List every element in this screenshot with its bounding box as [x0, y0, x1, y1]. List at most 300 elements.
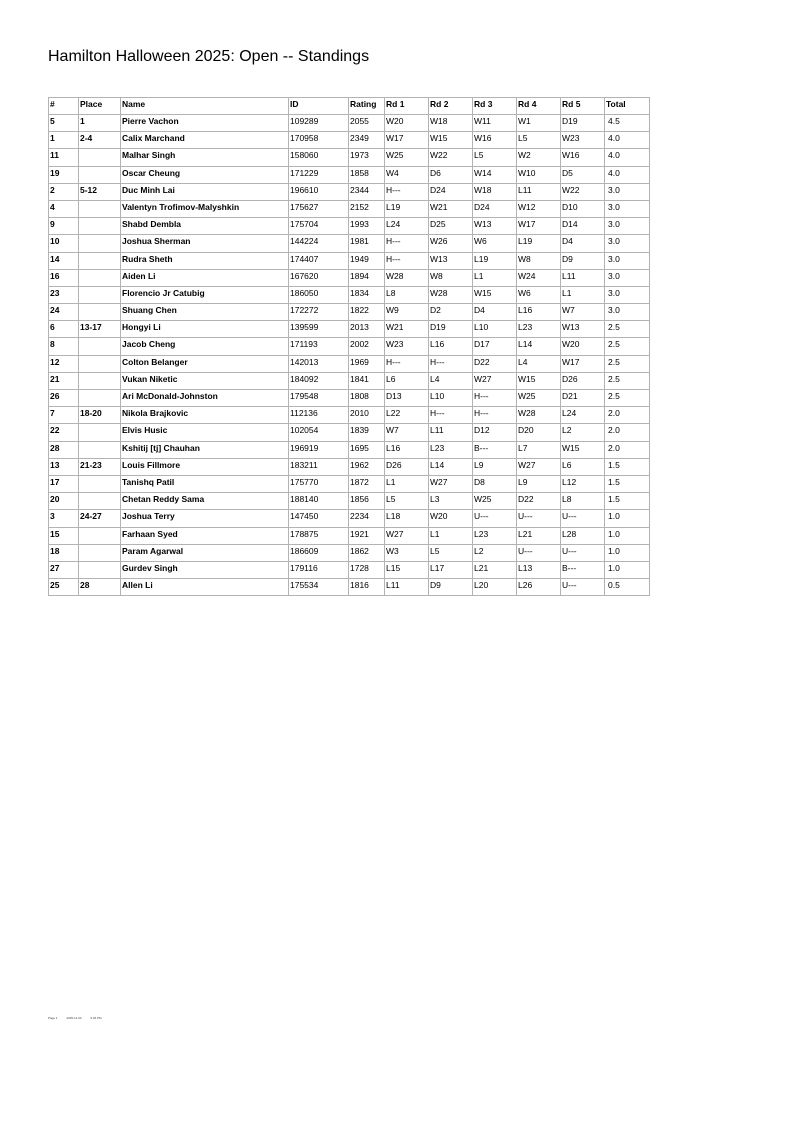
cell-place: 5-12 [79, 183, 121, 200]
cell-total: 3.0 [605, 286, 650, 303]
cell-name: Tanishq Patil [121, 475, 289, 492]
cell-name: Louis Fillmore [121, 458, 289, 475]
cell-number: 28 [49, 441, 79, 458]
cell-rd2: L14 [429, 458, 473, 475]
cell-rd5: D10 [561, 200, 605, 217]
cell-rd1: L18 [385, 510, 429, 527]
column-header-rating: Rating [349, 98, 385, 115]
cell-rd1: W3 [385, 544, 429, 561]
cell-id: 175704 [289, 218, 349, 235]
cell-rd1: W4 [385, 166, 429, 183]
table-row [49, 579, 650, 596]
cell-id: 175627 [289, 200, 349, 217]
cell-rating: 1962 [349, 458, 385, 475]
cell-place [79, 493, 121, 510]
cell-id: 158060 [289, 149, 349, 166]
cell-rd4: U--- [517, 510, 561, 527]
cell-rd5: D4 [561, 235, 605, 252]
cell-number: 13 [49, 458, 79, 475]
cell-total: 3.0 [605, 183, 650, 200]
cell-rd3: L19 [473, 252, 517, 269]
cell-place [79, 355, 121, 372]
cell-place: 13-17 [79, 321, 121, 338]
cell-place [79, 286, 121, 303]
cell-place [79, 424, 121, 441]
cell-number: 21 [49, 372, 79, 389]
cell-rd5: L11 [561, 269, 605, 286]
cell-id: 171229 [289, 166, 349, 183]
cell-rd2: L5 [429, 544, 473, 561]
cell-rd1: W27 [385, 527, 429, 544]
cell-id: 178875 [289, 527, 349, 544]
cell-rd1: W25 [385, 149, 429, 166]
cell-rd3: W15 [473, 286, 517, 303]
table-row [49, 166, 650, 183]
cell-rd3: H--- [473, 407, 517, 424]
column-header-name: Name [121, 98, 289, 115]
cell-rd4: L26 [517, 579, 561, 596]
cell-rating: 2002 [349, 338, 385, 355]
cell-rd4: L5 [517, 132, 561, 149]
cell-id: 175770 [289, 475, 349, 492]
cell-name: Nikola Brajkovic [121, 407, 289, 424]
cell-name: Hongyi Li [121, 321, 289, 338]
cell-name: Shuang Chen [121, 304, 289, 321]
cell-id: 174407 [289, 252, 349, 269]
cell-name: Jacob Cheng [121, 338, 289, 355]
cell-rd3: W11 [473, 115, 517, 132]
cell-total: 4.0 [605, 149, 650, 166]
cell-rd5: D5 [561, 166, 605, 183]
cell-name: Param Agarwal [121, 544, 289, 561]
table-row [49, 338, 650, 355]
cell-rd1: L19 [385, 200, 429, 217]
cell-rd1: L24 [385, 218, 429, 235]
cell-rd2: L3 [429, 493, 473, 510]
cell-total: 1.5 [605, 458, 650, 475]
cell-rating: 1969 [349, 355, 385, 372]
cell-rd4: U--- [517, 544, 561, 561]
cell-rating: 1841 [349, 372, 385, 389]
cell-total: 3.0 [605, 218, 650, 235]
cell-rating: 1834 [349, 286, 385, 303]
cell-rd1: L5 [385, 493, 429, 510]
cell-rd2: W13 [429, 252, 473, 269]
cell-id: 184092 [289, 372, 349, 389]
table-row [49, 458, 650, 475]
cell-id: 144224 [289, 235, 349, 252]
cell-rd1: L15 [385, 561, 429, 578]
cell-rd2: L10 [429, 390, 473, 407]
table-row [49, 269, 650, 286]
cell-rd5: U--- [561, 544, 605, 561]
cell-name: Pierre Vachon [121, 115, 289, 132]
cell-rating: 2013 [349, 321, 385, 338]
cell-place: 28 [79, 579, 121, 596]
cell-rd1: H--- [385, 355, 429, 372]
cell-rating: 2152 [349, 200, 385, 217]
cell-rd2: L4 [429, 372, 473, 389]
cell-rd1: D26 [385, 458, 429, 475]
cell-rd2: H--- [429, 407, 473, 424]
cell-place [79, 166, 121, 183]
cell-rd2: D2 [429, 304, 473, 321]
cell-id: 170958 [289, 132, 349, 149]
table-row [49, 561, 650, 578]
cell-rd2: W20 [429, 510, 473, 527]
table-row [49, 527, 650, 544]
page-footer [48, 1016, 110, 1020]
cell-name: Oscar Cheung [121, 166, 289, 183]
cell-rd5: D21 [561, 390, 605, 407]
column-header-rd2: Rd 2 [429, 98, 473, 115]
cell-rd3: D17 [473, 338, 517, 355]
table-row [49, 475, 650, 492]
cell-rating: 1981 [349, 235, 385, 252]
cell-place [79, 338, 121, 355]
table-row [49, 544, 650, 561]
cell-rd5: U--- [561, 510, 605, 527]
cell-number: 26 [49, 390, 79, 407]
cell-total: 2.0 [605, 424, 650, 441]
column-header-total: Total [605, 98, 650, 115]
cell-rating: 1949 [349, 252, 385, 269]
cell-number: 14 [49, 252, 79, 269]
cell-rd3: D4 [473, 304, 517, 321]
column-header-rd1: Rd 1 [385, 98, 429, 115]
cell-number: 4 [49, 200, 79, 217]
cell-place [79, 200, 121, 217]
cell-total: 2.5 [605, 355, 650, 372]
cell-rating: 1822 [349, 304, 385, 321]
cell-id: 102054 [289, 424, 349, 441]
cell-rd1: W7 [385, 424, 429, 441]
cell-rd1: W17 [385, 132, 429, 149]
cell-number: 27 [49, 561, 79, 578]
cell-rd4: W12 [517, 200, 561, 217]
table-row [49, 321, 650, 338]
cell-number: 8 [49, 338, 79, 355]
cell-number: 12 [49, 355, 79, 372]
cell-number: 23 [49, 286, 79, 303]
cell-rd2: W28 [429, 286, 473, 303]
cell-rd3: W14 [473, 166, 517, 183]
cell-rd2: L11 [429, 424, 473, 441]
cell-rating: 1808 [349, 390, 385, 407]
cell-rd5: D9 [561, 252, 605, 269]
table-row [49, 200, 650, 217]
cell-total: 3.0 [605, 269, 650, 286]
cell-rd2: L23 [429, 441, 473, 458]
cell-rd5: U--- [561, 579, 605, 596]
cell-rd4: L4 [517, 355, 561, 372]
cell-rating: 1839 [349, 424, 385, 441]
cell-place: 18-20 [79, 407, 121, 424]
cell-total: 3.0 [605, 304, 650, 321]
cell-rating: 1862 [349, 544, 385, 561]
cell-id: 186050 [289, 286, 349, 303]
cell-total: 4.0 [605, 132, 650, 149]
cell-rd1: L16 [385, 441, 429, 458]
cell-rd2: L17 [429, 561, 473, 578]
cell-rd5: W15 [561, 441, 605, 458]
cell-rd4: L13 [517, 561, 561, 578]
column-header-number: # [49, 98, 79, 115]
cell-rd1: L22 [385, 407, 429, 424]
footer-page: Page 1 [48, 1016, 58, 1020]
cell-rating: 2349 [349, 132, 385, 149]
cell-id: 109289 [289, 115, 349, 132]
cell-rating: 1728 [349, 561, 385, 578]
cell-rd3: D24 [473, 200, 517, 217]
cell-rd2: L1 [429, 527, 473, 544]
cell-rd3: L10 [473, 321, 517, 338]
cell-rating: 1973 [349, 149, 385, 166]
cell-place: 2-4 [79, 132, 121, 149]
table-body [49, 115, 650, 596]
table-row [49, 372, 650, 389]
table-row [49, 286, 650, 303]
cell-place [79, 390, 121, 407]
table-header-row [49, 98, 650, 115]
cell-total: 3.0 [605, 252, 650, 269]
cell-number: 16 [49, 269, 79, 286]
footer-date: 2025-11-03 [66, 1016, 82, 1020]
cell-rating: 1921 [349, 527, 385, 544]
cell-rd3: W25 [473, 493, 517, 510]
cell-place [79, 441, 121, 458]
cell-rating: 1872 [349, 475, 385, 492]
cell-number: 20 [49, 493, 79, 510]
cell-rd3: L21 [473, 561, 517, 578]
cell-rd5: D26 [561, 372, 605, 389]
cell-rd4: L16 [517, 304, 561, 321]
cell-name: Elvis Husic [121, 424, 289, 441]
cell-rd1: H--- [385, 235, 429, 252]
cell-rd3: W16 [473, 132, 517, 149]
cell-total: 2.0 [605, 407, 650, 424]
cell-rating: 2055 [349, 115, 385, 132]
footer-time: 6:32 PM [90, 1016, 102, 1020]
cell-name: Malhar Singh [121, 149, 289, 166]
cell-rd5: W13 [561, 321, 605, 338]
cell-rd5: D14 [561, 218, 605, 235]
cell-place [79, 527, 121, 544]
cell-rating: 1695 [349, 441, 385, 458]
cell-id: 186609 [289, 544, 349, 561]
cell-rd1: D13 [385, 390, 429, 407]
cell-place [79, 304, 121, 321]
table-row [49, 493, 650, 510]
cell-total: 2.5 [605, 321, 650, 338]
cell-rating: 1816 [349, 579, 385, 596]
column-header-place: Place [79, 98, 121, 115]
cell-number: 1 [49, 132, 79, 149]
cell-rd4: L14 [517, 338, 561, 355]
cell-total: 1.0 [605, 561, 650, 578]
cell-number: 10 [49, 235, 79, 252]
cell-rd5: W20 [561, 338, 605, 355]
cell-rd5: L8 [561, 493, 605, 510]
cell-rd3: B--- [473, 441, 517, 458]
cell-name: Calix Marchand [121, 132, 289, 149]
cell-rating: 1894 [349, 269, 385, 286]
cell-rd2: W21 [429, 200, 473, 217]
cell-rating: 2344 [349, 183, 385, 200]
cell-total: 2.5 [605, 372, 650, 389]
cell-rd4: W8 [517, 252, 561, 269]
cell-rd4: W25 [517, 390, 561, 407]
cell-rd5: B--- [561, 561, 605, 578]
cell-name: Gurdev Singh [121, 561, 289, 578]
table-row [49, 115, 650, 132]
cell-total: 1.5 [605, 475, 650, 492]
cell-rd4: W1 [517, 115, 561, 132]
table-row [49, 304, 650, 321]
cell-rd4: W28 [517, 407, 561, 424]
cell-place: 24-27 [79, 510, 121, 527]
cell-total: 3.0 [605, 200, 650, 217]
cell-id: 175534 [289, 579, 349, 596]
cell-place [79, 372, 121, 389]
cell-number: 22 [49, 424, 79, 441]
cell-rd4: L9 [517, 475, 561, 492]
cell-rd5: L24 [561, 407, 605, 424]
table-row [49, 390, 650, 407]
cell-id: 147450 [289, 510, 349, 527]
cell-name: Kshitij [tj] Chauhan [121, 441, 289, 458]
cell-number: 11 [49, 149, 79, 166]
cell-rd5: L6 [561, 458, 605, 475]
cell-rd4: L23 [517, 321, 561, 338]
cell-rd3: D12 [473, 424, 517, 441]
cell-rating: 2010 [349, 407, 385, 424]
cell-rd4: L21 [517, 527, 561, 544]
cell-rd1: L8 [385, 286, 429, 303]
cell-rd4: D22 [517, 493, 561, 510]
column-header-rd4: Rd 4 [517, 98, 561, 115]
cell-name: Valentyn Trofimov-Malyshkin [121, 200, 289, 217]
cell-rd4: L19 [517, 235, 561, 252]
cell-rd4: W17 [517, 218, 561, 235]
cell-id: 142013 [289, 355, 349, 372]
column-header-rd3: Rd 3 [473, 98, 517, 115]
cell-rd1: H--- [385, 183, 429, 200]
cell-rating: 1858 [349, 166, 385, 183]
cell-rd5: L2 [561, 424, 605, 441]
cell-rd3: D8 [473, 475, 517, 492]
cell-rd5: L12 [561, 475, 605, 492]
cell-id: 196610 [289, 183, 349, 200]
cell-name: Aiden Li [121, 269, 289, 286]
table-row [49, 149, 650, 166]
cell-rd2: W15 [429, 132, 473, 149]
cell-place [79, 475, 121, 492]
cell-rd3: L20 [473, 579, 517, 596]
table-row [49, 218, 650, 235]
cell-total: 1.5 [605, 493, 650, 510]
cell-rd2: W27 [429, 475, 473, 492]
cell-rd5: W17 [561, 355, 605, 372]
cell-rd1: W20 [385, 115, 429, 132]
table-row [49, 235, 650, 252]
cell-number: 3 [49, 510, 79, 527]
cell-rd5: W23 [561, 132, 605, 149]
cell-number: 9 [49, 218, 79, 235]
cell-name: Joshua Sherman [121, 235, 289, 252]
cell-rd2: W8 [429, 269, 473, 286]
cell-rd1: L6 [385, 372, 429, 389]
cell-id: 183211 [289, 458, 349, 475]
cell-rd2: W18 [429, 115, 473, 132]
cell-id: 196919 [289, 441, 349, 458]
cell-rd3: W13 [473, 218, 517, 235]
cell-rd3: L23 [473, 527, 517, 544]
cell-number: 2 [49, 183, 79, 200]
cell-rd5: W7 [561, 304, 605, 321]
cell-total: 1.0 [605, 544, 650, 561]
table-row [49, 183, 650, 200]
cell-total: 1.0 [605, 527, 650, 544]
cell-name: Joshua Terry [121, 510, 289, 527]
cell-rating: 2234 [349, 510, 385, 527]
cell-rd1: W28 [385, 269, 429, 286]
cell-name: Chetan Reddy Sama [121, 493, 289, 510]
cell-rd3: H--- [473, 390, 517, 407]
cell-rd3: W18 [473, 183, 517, 200]
cell-number: 7 [49, 407, 79, 424]
cell-rd4: W6 [517, 286, 561, 303]
page-title: Hamilton Halloween 2025: Open -- Standings [48, 48, 370, 65]
cell-total: 1.0 [605, 510, 650, 527]
cell-name: Ari McDonald-Johnston [121, 390, 289, 407]
cell-id: 179116 [289, 561, 349, 578]
standings-table [48, 97, 650, 596]
cell-rd2: W22 [429, 149, 473, 166]
table-row [49, 510, 650, 527]
cell-rd4: W15 [517, 372, 561, 389]
column-header-rd5: Rd 5 [561, 98, 605, 115]
cell-number: 19 [49, 166, 79, 183]
cell-rd2: H--- [429, 355, 473, 372]
column-header-id: ID [289, 98, 349, 115]
cell-total: 2.0 [605, 441, 650, 458]
cell-rd3: D22 [473, 355, 517, 372]
cell-rd4: W10 [517, 166, 561, 183]
cell-number: 17 [49, 475, 79, 492]
cell-name: Colton Belanger [121, 355, 289, 372]
cell-rd5: L1 [561, 286, 605, 303]
table-row [49, 252, 650, 269]
cell-rd5: W22 [561, 183, 605, 200]
cell-rd3: L5 [473, 149, 517, 166]
cell-total: 4.0 [605, 166, 650, 183]
cell-id: 172272 [289, 304, 349, 321]
cell-place [79, 149, 121, 166]
cell-total: 2.5 [605, 390, 650, 407]
cell-rd4: W24 [517, 269, 561, 286]
cell-rd2: W26 [429, 235, 473, 252]
cell-rd2: D19 [429, 321, 473, 338]
table-row [49, 424, 650, 441]
cell-place [79, 561, 121, 578]
cell-total: 0.5 [605, 579, 650, 596]
cell-rd3: L2 [473, 544, 517, 561]
cell-number: 18 [49, 544, 79, 561]
cell-number: 6 [49, 321, 79, 338]
cell-id: 179548 [289, 390, 349, 407]
cell-id: 171193 [289, 338, 349, 355]
